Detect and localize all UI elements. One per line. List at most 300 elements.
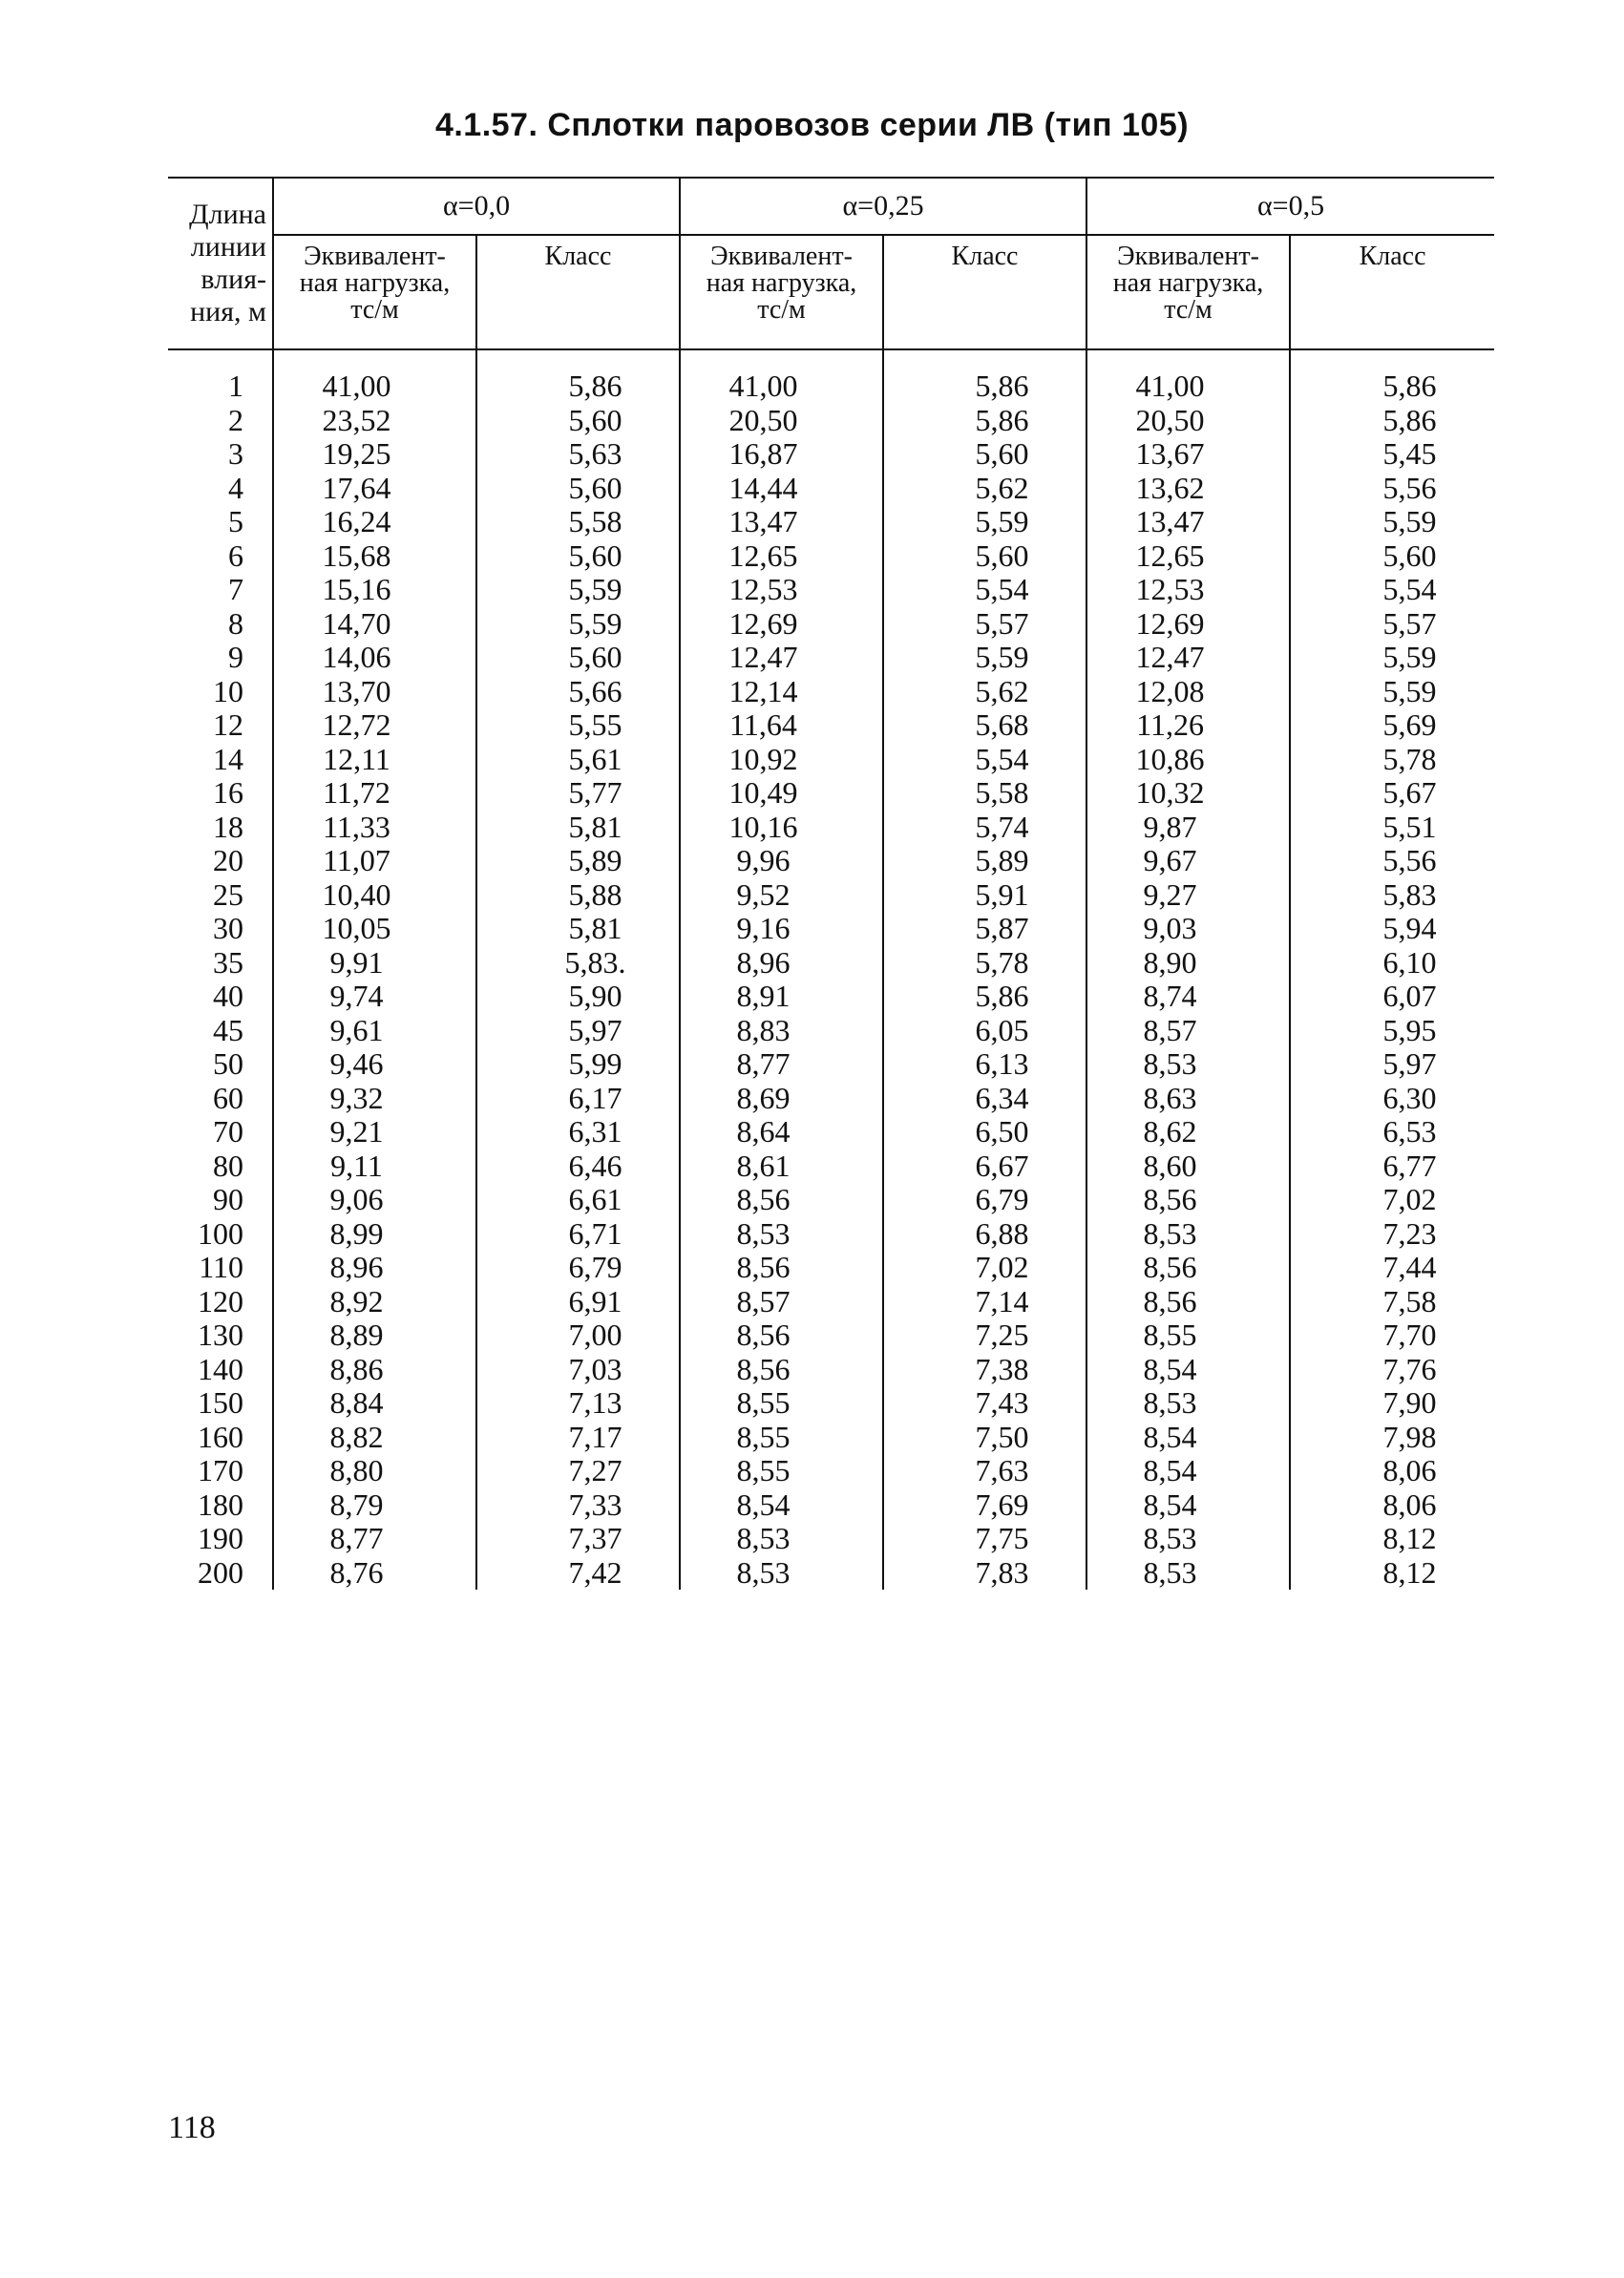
class-cell: 5,86 bbox=[883, 404, 1086, 438]
length-cell: 180 bbox=[198, 1487, 243, 1522]
class-cell: 6,79 bbox=[883, 1183, 1086, 1217]
class-cell: 5,77 bbox=[476, 776, 680, 811]
table-row bbox=[168, 844, 1494, 878]
class-cell: 5,99 bbox=[476, 1047, 680, 1082]
equiv-load-cell: 8,79 bbox=[273, 1488, 476, 1523]
equiv-load-cell: 13,47 bbox=[680, 505, 883, 539]
equiv-load-cell: 8,55 bbox=[680, 1421, 883, 1455]
class-cell: 7,37 bbox=[476, 1522, 680, 1556]
class-cell: 7,90 bbox=[1290, 1386, 1494, 1421]
equiv-load-cell: 9,27 bbox=[1086, 878, 1290, 913]
class-cell: 7,17 bbox=[476, 1421, 680, 1455]
equiv-load-cell: 12,69 bbox=[1086, 607, 1290, 642]
table-row bbox=[168, 811, 1494, 845]
length-cell: 80 bbox=[213, 1148, 243, 1183]
length-cell: 70 bbox=[213, 1114, 243, 1149]
equiv-load-cell: 9,16 bbox=[680, 912, 883, 946]
equiv-load-cell: 8,89 bbox=[273, 1318, 476, 1353]
class-cell: 5,60 bbox=[883, 437, 1086, 472]
class-cell: 5,60 bbox=[883, 539, 1086, 574]
equiv-load-cell: 8,54 bbox=[1086, 1421, 1290, 1455]
equiv-load-cell: 8,90 bbox=[1086, 946, 1290, 981]
class-cell: 5,51 bbox=[1290, 811, 1494, 845]
length-cell: 100 bbox=[198, 1215, 243, 1251]
class-cell: 6,30 bbox=[1290, 1082, 1494, 1116]
length-cell: 6 bbox=[228, 538, 243, 573]
table-row bbox=[168, 641, 1494, 675]
class-cell: 8,12 bbox=[1290, 1522, 1494, 1556]
length-cell: 200 bbox=[198, 1554, 243, 1590]
equiv-load-cell: 9,91 bbox=[273, 946, 476, 981]
length-cell: 25 bbox=[213, 876, 243, 912]
class-cell: 7,38 bbox=[883, 1353, 1086, 1387]
class-cell: 5,91 bbox=[883, 878, 1086, 913]
class-cell: 6,53 bbox=[1290, 1115, 1494, 1150]
class-cell: 5,88 bbox=[476, 878, 680, 913]
class-cell: 5,57 bbox=[1290, 607, 1494, 642]
equiv-load-cell: 8,77 bbox=[273, 1522, 476, 1556]
class-cell: 6,07 bbox=[1290, 980, 1494, 1014]
equiv-load-cell: 11,72 bbox=[273, 776, 476, 811]
length-cell: 8 bbox=[228, 605, 243, 641]
class-cell: 5,86 bbox=[883, 980, 1086, 1014]
table-row bbox=[168, 946, 1494, 981]
table-row bbox=[168, 1082, 1494, 1116]
class-cell: 6,71 bbox=[476, 1217, 680, 1252]
class-cell: 5,94 bbox=[1290, 912, 1494, 946]
class-cell: 5,59 bbox=[1290, 675, 1494, 709]
class-cell: 5,59 bbox=[1290, 505, 1494, 539]
equiv-load-cell: 12,53 bbox=[680, 573, 883, 607]
length-cell: 170 bbox=[198, 1453, 243, 1487]
table-row bbox=[168, 878, 1494, 913]
class-cell: 5,81 bbox=[476, 912, 680, 946]
equiv-load-cell: 13,47 bbox=[1086, 505, 1290, 539]
equiv-load-cell: 8,83 bbox=[680, 1014, 883, 1048]
class-cell: 6,05 bbox=[883, 1014, 1086, 1048]
class-header: Класс bbox=[883, 235, 1086, 349]
equiv-load-cell: 9,21 bbox=[273, 1115, 476, 1150]
length-cell: 140 bbox=[198, 1351, 243, 1386]
length-cell: 2 bbox=[228, 402, 243, 437]
class-cell: 5,86 bbox=[883, 369, 1086, 404]
class-cell: 5,95 bbox=[1290, 1014, 1494, 1048]
class-cell: 5,45 bbox=[1290, 437, 1494, 472]
table-row bbox=[168, 1217, 1494, 1252]
class-cell: 5,58 bbox=[883, 776, 1086, 811]
class-cell: 5,60 bbox=[1290, 539, 1494, 574]
equiv-load-cell: 10,49 bbox=[680, 776, 883, 811]
table-row bbox=[168, 1047, 1494, 1082]
equiv-load-cell: 9,87 bbox=[1086, 811, 1290, 845]
equiv-load-cell: 10,92 bbox=[680, 743, 883, 777]
class-cell: 7,75 bbox=[883, 1522, 1086, 1556]
class-cell: 5,55 bbox=[476, 708, 680, 743]
equiv-load-cell: 12,47 bbox=[1086, 641, 1290, 675]
equiv-load-cell: 9,61 bbox=[273, 1014, 476, 1048]
class-cell: 5,59 bbox=[1290, 641, 1494, 675]
equiv-load-cell: 14,70 bbox=[273, 607, 476, 642]
class-cell: 5,97 bbox=[1290, 1047, 1494, 1082]
equiv-load-cell: 41,00 bbox=[680, 369, 883, 404]
class-cell: 5,87 bbox=[883, 912, 1086, 946]
class-cell: 5,78 bbox=[1290, 743, 1494, 777]
class-cell: 6,77 bbox=[1290, 1150, 1494, 1184]
equiv-load-cell: 8,53 bbox=[1086, 1217, 1290, 1252]
equiv-load-cell: 8,53 bbox=[1086, 1522, 1290, 1556]
class-cell: 5,67 bbox=[1290, 776, 1494, 811]
equiv-load-cell: 8,53 bbox=[1086, 1556, 1290, 1591]
table-row bbox=[168, 437, 1494, 472]
equiv-load-header: Эквивалент- ная нагрузка, тс/м bbox=[273, 235, 476, 349]
class-cell: 7,70 bbox=[1290, 1318, 1494, 1353]
table-row bbox=[168, 1488, 1494, 1523]
equiv-load-cell: 8,92 bbox=[273, 1285, 476, 1319]
table-row bbox=[168, 776, 1494, 811]
equiv-load-cell: 8,64 bbox=[680, 1115, 883, 1150]
table-row bbox=[168, 607, 1494, 642]
class-cell: 5,86 bbox=[1290, 369, 1494, 404]
class-cell: 6,61 bbox=[476, 1183, 680, 1217]
equiv-load-cell: 13,67 bbox=[1086, 437, 1290, 472]
equiv-load-cell: 19,25 bbox=[273, 437, 476, 472]
equiv-load-cell: 8,91 bbox=[680, 980, 883, 1014]
equiv-load-cell: 8,96 bbox=[273, 1251, 476, 1285]
class-cell: 5,62 bbox=[883, 675, 1086, 709]
equiv-load-cell: 8,96 bbox=[680, 946, 883, 981]
length-cell: 190 bbox=[198, 1521, 243, 1555]
equiv-load-cell: 23,52 bbox=[273, 404, 476, 438]
equiv-load-cell: 16,87 bbox=[680, 437, 883, 472]
length-cell: 30 bbox=[213, 911, 243, 945]
table-row bbox=[168, 573, 1494, 607]
page-title: 4.1.57. Сплотки паровозов серии ЛВ (тип 105) bbox=[434, 107, 1190, 143]
equiv-load-cell: 15,68 bbox=[273, 539, 476, 574]
equiv-load-cell: 12,11 bbox=[273, 743, 476, 777]
table-row bbox=[168, 980, 1494, 1014]
table-row bbox=[168, 472, 1494, 506]
equiv-load-cell: 12,72 bbox=[273, 708, 476, 743]
class-cell: 6,91 bbox=[476, 1285, 680, 1319]
class-cell: 7,14 bbox=[883, 1285, 1086, 1319]
equiv-load-cell: 41,00 bbox=[1086, 369, 1290, 404]
equiv-load-cell: 9,96 bbox=[680, 844, 883, 878]
table-row bbox=[168, 1150, 1494, 1184]
alpha-header-05: α=0,5 bbox=[1086, 178, 1494, 235]
class-cell: 5,59 bbox=[883, 505, 1086, 539]
equiv-load-cell: 8,61 bbox=[680, 1150, 883, 1184]
equiv-load-cell: 12,65 bbox=[680, 539, 883, 574]
class-cell: 5,57 bbox=[883, 607, 1086, 642]
class-cell: 5,54 bbox=[883, 573, 1086, 607]
equiv-load-cell: 8,55 bbox=[680, 1454, 883, 1488]
table-row bbox=[168, 743, 1494, 777]
equiv-load-cell: 8,57 bbox=[1086, 1014, 1290, 1048]
table-row bbox=[168, 1251, 1494, 1285]
alpha-header-0: α=0,0 bbox=[273, 178, 680, 235]
table-row bbox=[168, 1183, 1494, 1217]
length-cell: 40 bbox=[213, 979, 243, 1013]
class-cell: 7,13 bbox=[476, 1386, 680, 1421]
class-cell: 6,67 bbox=[883, 1150, 1086, 1184]
class-cell: 6,17 bbox=[476, 1082, 680, 1116]
table-row bbox=[168, 404, 1494, 438]
class-cell: 6,79 bbox=[476, 1251, 680, 1285]
class-cell: 5,83 bbox=[1290, 878, 1494, 913]
length-cell: 130 bbox=[198, 1318, 243, 1352]
length-cell: 160 bbox=[198, 1419, 243, 1454]
class-cell: 7,69 bbox=[883, 1488, 1086, 1523]
equiv-load-cell: 9,46 bbox=[273, 1047, 476, 1082]
equiv-load-cell: 8,62 bbox=[1086, 1115, 1290, 1150]
class-cell: 7,43 bbox=[883, 1386, 1086, 1421]
equiv-load-cell: 10,05 bbox=[273, 912, 476, 946]
equiv-load-cell: 11,33 bbox=[273, 811, 476, 845]
equiv-load-cell: 8,53 bbox=[1086, 1386, 1290, 1421]
equiv-load-cell: 8,60 bbox=[1086, 1150, 1290, 1184]
length-cell: 60 bbox=[213, 1080, 243, 1115]
equiv-load-cell: 14,44 bbox=[680, 472, 883, 506]
equiv-load-cell: 8,54 bbox=[1086, 1353, 1290, 1387]
class-cell: 7,02 bbox=[1290, 1183, 1494, 1217]
class-cell: 6,50 bbox=[883, 1115, 1086, 1150]
class-cell: 6,13 bbox=[883, 1047, 1086, 1082]
class-cell: 5,54 bbox=[1290, 573, 1494, 607]
class-cell: 5,97 bbox=[476, 1014, 680, 1048]
length-cell: 120 bbox=[198, 1283, 243, 1318]
equiv-load-cell: 8,86 bbox=[273, 1353, 476, 1387]
class-cell: 7,76 bbox=[1290, 1353, 1494, 1387]
equiv-load-cell: 8,55 bbox=[680, 1386, 883, 1421]
table-row bbox=[168, 505, 1494, 539]
load-table bbox=[168, 177, 1494, 1590]
class-cell: 5,59 bbox=[883, 641, 1086, 675]
equiv-load-cell: 10,32 bbox=[1086, 776, 1290, 811]
class-header: Класс bbox=[1290, 235, 1494, 349]
spacer-row bbox=[168, 349, 1494, 369]
class-cell: 5,59 bbox=[476, 607, 680, 642]
length-cell: 18 bbox=[213, 809, 243, 844]
class-cell: 5,54 bbox=[883, 743, 1086, 777]
equiv-load-cell: 11,07 bbox=[273, 844, 476, 878]
table-body bbox=[168, 349, 1494, 1590]
equiv-load-cell: 12,14 bbox=[680, 675, 883, 709]
equiv-load-cell: 12,08 bbox=[1086, 675, 1290, 709]
equiv-load-cell: 8,82 bbox=[273, 1421, 476, 1455]
table-header bbox=[168, 178, 1494, 349]
class-cell: 7,50 bbox=[883, 1421, 1086, 1455]
alpha-header-025: α=0,25 bbox=[680, 178, 1086, 235]
length-cell: 7 bbox=[228, 572, 243, 606]
class-cell: 7,63 bbox=[883, 1454, 1086, 1488]
equiv-load-cell: 41,00 bbox=[273, 369, 476, 404]
equiv-load-cell: 16,24 bbox=[273, 505, 476, 539]
length-cell: 1 bbox=[228, 369, 243, 403]
length-cell: 150 bbox=[198, 1385, 243, 1420]
class-cell: 6,34 bbox=[883, 1082, 1086, 1116]
class-cell: 8,06 bbox=[1290, 1454, 1494, 1488]
length-header: Длина линии влия- ния, м bbox=[168, 178, 273, 349]
table-row bbox=[168, 1285, 1494, 1319]
equiv-load-cell: 13,62 bbox=[1086, 472, 1290, 506]
length-cell: 10 bbox=[213, 673, 243, 708]
length-cell: 90 bbox=[213, 1182, 243, 1216]
equiv-load-cell: 8,63 bbox=[1086, 1082, 1290, 1116]
class-cell: 5,56 bbox=[1290, 844, 1494, 878]
length-cell: 35 bbox=[213, 944, 243, 980]
class-cell: 5,90 bbox=[476, 980, 680, 1014]
class-cell: 5,61 bbox=[476, 743, 680, 777]
class-cell: 5,86 bbox=[1290, 404, 1494, 438]
length-cell: 4 bbox=[228, 470, 243, 505]
class-cell: 5,78 bbox=[883, 946, 1086, 981]
equiv-load-header: Эквивалент- ная нагрузка, тс/м bbox=[680, 235, 883, 349]
equiv-load-cell: 8,53 bbox=[680, 1217, 883, 1252]
length-cell: 9 bbox=[228, 640, 243, 674]
equiv-load-cell: 8,56 bbox=[1086, 1251, 1290, 1285]
length-cell: 45 bbox=[213, 1012, 243, 1047]
class-cell: 5,56 bbox=[1290, 472, 1494, 506]
equiv-load-cell: 9,06 bbox=[273, 1183, 476, 1217]
class-cell: 5,60 bbox=[476, 472, 680, 506]
equiv-load-cell: 8,57 bbox=[680, 1285, 883, 1319]
table-row bbox=[168, 1353, 1494, 1387]
equiv-load-cell: 11,64 bbox=[680, 708, 883, 743]
table-row bbox=[168, 675, 1494, 709]
equiv-load-cell: 11,26 bbox=[1086, 708, 1290, 743]
equiv-load-cell: 8,53 bbox=[1086, 1047, 1290, 1082]
equiv-load-cell: 12,65 bbox=[1086, 539, 1290, 574]
class-cell: 5,74 bbox=[883, 811, 1086, 845]
class-cell: 7,33 bbox=[476, 1488, 680, 1523]
equiv-load-cell: 9,74 bbox=[273, 980, 476, 1014]
equiv-load-cell: 9,67 bbox=[1086, 844, 1290, 878]
class-cell: 5,83. bbox=[476, 946, 680, 981]
equiv-load-cell: 8,56 bbox=[680, 1353, 883, 1387]
class-cell: 5,89 bbox=[476, 844, 680, 878]
equiv-load-cell: 8,74 bbox=[1086, 980, 1290, 1014]
class-cell: 5,63 bbox=[476, 437, 680, 472]
table-row bbox=[168, 1115, 1494, 1150]
class-cell: 6,46 bbox=[476, 1150, 680, 1184]
equiv-load-cell: 10,86 bbox=[1086, 743, 1290, 777]
equiv-load-cell: 8,84 bbox=[273, 1386, 476, 1421]
equiv-load-cell: 8,80 bbox=[273, 1454, 476, 1488]
class-cell: 5,60 bbox=[476, 539, 680, 574]
length-cell: 110 bbox=[199, 1250, 243, 1284]
class-cell: 7,25 bbox=[883, 1318, 1086, 1353]
equiv-load-header: Эквивалент- ная нагрузка, тс/м bbox=[1086, 235, 1290, 349]
equiv-load-cell: 12,69 bbox=[680, 607, 883, 642]
equiv-load-cell: 8,54 bbox=[1086, 1454, 1290, 1488]
table-row bbox=[168, 539, 1494, 574]
class-cell: 5,68 bbox=[883, 708, 1086, 743]
equiv-load-cell: 8,56 bbox=[680, 1183, 883, 1217]
equiv-load-cell: 8,56 bbox=[1086, 1183, 1290, 1217]
equiv-load-cell: 8,53 bbox=[680, 1522, 883, 1556]
equiv-load-cell: 8,77 bbox=[680, 1047, 883, 1082]
equiv-load-cell: 13,70 bbox=[273, 675, 476, 709]
length-cell: 3 bbox=[228, 436, 243, 471]
equiv-load-cell: 8,56 bbox=[680, 1318, 883, 1353]
class-cell: 5,89 bbox=[883, 844, 1086, 878]
class-cell: 7,23 bbox=[1290, 1217, 1494, 1252]
class-cell: 7,42 bbox=[476, 1556, 680, 1591]
equiv-load-cell: 8,56 bbox=[1086, 1285, 1290, 1319]
class-cell: 7,83 bbox=[883, 1556, 1086, 1591]
class-cell: 7,03 bbox=[476, 1353, 680, 1387]
equiv-load-cell: 17,64 bbox=[273, 472, 476, 506]
class-header: Класс bbox=[476, 235, 680, 349]
equiv-load-cell: 10,40 bbox=[273, 878, 476, 913]
equiv-load-cell: 8,55 bbox=[1086, 1318, 1290, 1353]
class-cell: 5,60 bbox=[476, 641, 680, 675]
class-cell: 8,12 bbox=[1290, 1556, 1494, 1591]
class-cell: 7,58 bbox=[1290, 1285, 1494, 1319]
class-cell: 5,66 bbox=[476, 675, 680, 709]
length-cell: 50 bbox=[213, 1046, 243, 1081]
class-cell: 5,81 bbox=[476, 811, 680, 845]
equiv-load-cell: 14,06 bbox=[273, 641, 476, 675]
class-cell: 7,00 bbox=[476, 1318, 680, 1353]
equiv-load-cell: 15,16 bbox=[273, 573, 476, 607]
table-row bbox=[168, 1386, 1494, 1421]
length-cell: 16 bbox=[213, 775, 243, 810]
equiv-load-cell: 12,53 bbox=[1086, 573, 1290, 607]
equiv-load-cell: 10,16 bbox=[680, 811, 883, 845]
class-cell: 5,58 bbox=[476, 505, 680, 539]
table-row bbox=[168, 1421, 1494, 1455]
class-cell: 5,69 bbox=[1290, 708, 1494, 743]
class-cell: 7,44 bbox=[1290, 1251, 1494, 1285]
equiv-load-cell: 8,69 bbox=[680, 1082, 883, 1116]
class-cell: 7,98 bbox=[1290, 1421, 1494, 1455]
equiv-load-cell: 8,53 bbox=[680, 1556, 883, 1591]
equiv-load-cell: 9,03 bbox=[1086, 912, 1290, 946]
class-cell: 5,59 bbox=[476, 573, 680, 607]
length-cell: 14 bbox=[213, 741, 243, 776]
equiv-load-cell: 12,47 bbox=[680, 641, 883, 675]
equiv-load-cell: 20,50 bbox=[1086, 404, 1290, 438]
equiv-load-cell: 9,52 bbox=[680, 878, 883, 913]
equiv-load-cell: 9,11 bbox=[273, 1150, 476, 1184]
table-row bbox=[168, 708, 1494, 743]
class-cell: 6,31 bbox=[476, 1115, 680, 1150]
equiv-load-cell: 8,99 bbox=[273, 1217, 476, 1252]
class-cell: 8,06 bbox=[1290, 1488, 1494, 1523]
table-row bbox=[168, 369, 1494, 404]
table-row bbox=[168, 1454, 1494, 1488]
class-cell: 5,60 bbox=[476, 404, 680, 438]
length-cell: 12 bbox=[213, 707, 243, 742]
table-row bbox=[168, 1556, 1494, 1591]
class-cell: 5,62 bbox=[883, 472, 1086, 506]
class-cell: 7,02 bbox=[883, 1251, 1086, 1285]
page-number: 118 bbox=[168, 2110, 216, 2145]
table-row bbox=[168, 1522, 1494, 1556]
table-row bbox=[168, 1014, 1494, 1048]
table-row bbox=[168, 912, 1494, 946]
class-cell: 6,88 bbox=[883, 1217, 1086, 1252]
equiv-load-cell: 8,56 bbox=[680, 1251, 883, 1285]
equiv-load-cell: 20,50 bbox=[680, 404, 883, 438]
class-cell: 5,86 bbox=[476, 369, 680, 404]
equiv-load-cell: 8,76 bbox=[273, 1556, 476, 1591]
table-row bbox=[168, 1318, 1494, 1353]
length-cell: 5 bbox=[228, 504, 243, 538]
length-cell: 20 bbox=[213, 843, 243, 877]
equiv-load-cell: 8,54 bbox=[680, 1488, 883, 1523]
